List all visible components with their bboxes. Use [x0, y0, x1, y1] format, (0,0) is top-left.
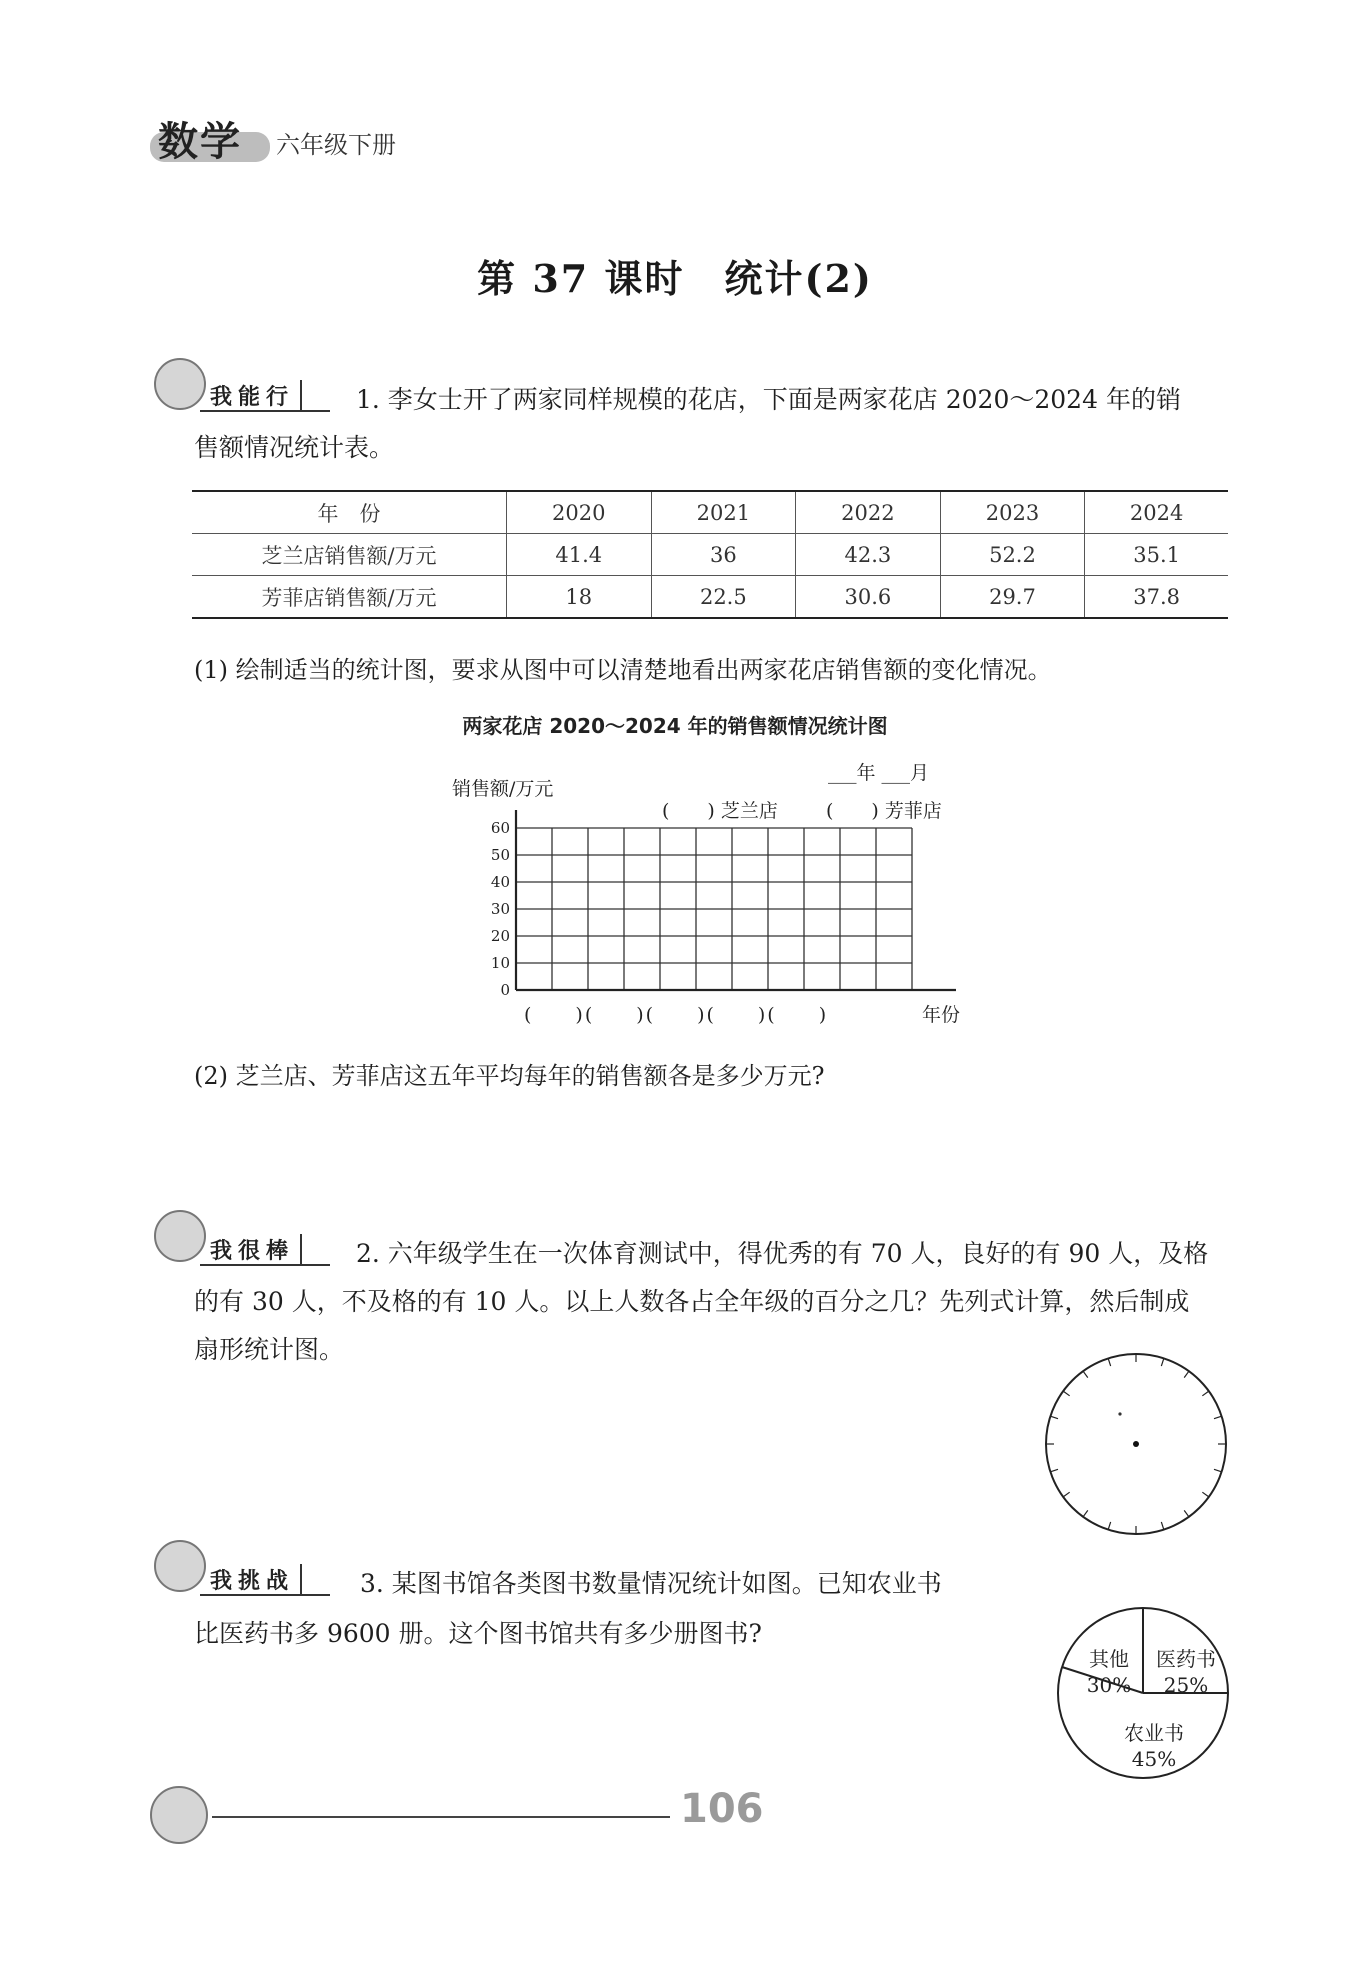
circle-tick — [1050, 1416, 1058, 1418]
grade-label: 六年级下册 — [276, 131, 396, 159]
badge-underline — [200, 410, 330, 412]
circle-tick — [1214, 1416, 1222, 1418]
page-number: 106 — [680, 1786, 764, 1832]
q2-line3: 扇形统计图。 — [194, 1335, 345, 1364]
circle-tick — [1202, 1492, 1208, 1497]
pie-name: 农业书 — [1124, 1721, 1184, 1745]
mascot-icon — [154, 358, 206, 410]
pie-percent: 25% — [1163, 1673, 1209, 1697]
table-cell: 30.6 — [796, 576, 941, 619]
circle-tick — [1161, 1358, 1163, 1366]
table-cell: 18 — [507, 576, 652, 619]
table-cell: 2021 — [651, 491, 796, 534]
table-cell: 2023 — [940, 491, 1085, 534]
y-tick-label: 40 — [490, 873, 510, 891]
circle-tick — [1202, 1391, 1208, 1396]
table-row — [192, 534, 1228, 576]
x-year-blanks: ( )( )( )( )( ) — [524, 1004, 829, 1026]
table-cell: 36 — [651, 534, 796, 576]
circle-tick — [1108, 1522, 1110, 1530]
footer-rule — [212, 1816, 670, 1818]
subject-title: 数学 — [158, 119, 242, 165]
footer-mascot-icon — [150, 1786, 208, 1844]
table-cell: 芳菲店销售额/万元 — [192, 576, 507, 619]
y-tick-label: 20 — [490, 927, 510, 945]
y-tick-label: 10 — [490, 954, 510, 972]
circle-tick — [1063, 1391, 1069, 1396]
table-row — [192, 491, 1228, 534]
chart-grid — [470, 800, 990, 1020]
table-cell: 52.2 — [940, 534, 1085, 576]
circle-tick — [1184, 1371, 1189, 1377]
legend-zhilan: ( ) 芝兰店 — [662, 800, 778, 822]
table-cell: 37.8 — [1085, 576, 1228, 619]
circle-tick — [1083, 1371, 1088, 1377]
sales-table — [192, 490, 1228, 619]
badge-underline — [200, 1264, 330, 1266]
table-row — [192, 576, 1228, 619]
table-cell: 35.1 — [1085, 534, 1228, 576]
mascot-icon — [154, 1540, 206, 1592]
table-cell: 芝兰店销售额/万元 — [192, 534, 507, 576]
table-cell: 29.7 — [940, 576, 1085, 619]
circle-tick — [1108, 1358, 1110, 1366]
badge-underline — [200, 1594, 330, 1596]
chart-title: 两家花店 2020～2024 年的销售额情况统计图 — [462, 714, 888, 738]
lesson-title: 第 37 课时 统计(2) — [477, 256, 873, 301]
circle-tick — [1050, 1469, 1058, 1471]
table-cell: 22.5 — [651, 576, 796, 619]
q2-line1: 2. 六年级学生在一次体育测试中，得优秀的有 70 人，良好的有 90 人，及格 — [356, 1239, 1209, 1268]
pie-label-medical — [1144, 1646, 1228, 1698]
circle-tick — [1214, 1469, 1222, 1471]
q1-line1: 1. 李女士开了两家同样规模的花店，下面是两家花店 2020～2024 年的销 — [356, 385, 1181, 414]
pie-name: 医药书 — [1156, 1647, 1216, 1671]
blank-pie-circle — [1038, 1346, 1234, 1542]
badge-q1: 我能行 — [210, 380, 302, 411]
pie-label-agri — [1112, 1720, 1196, 1772]
y-tick-label: 50 — [490, 846, 510, 864]
pie-percent: 30% — [1086, 1673, 1132, 1697]
table-cell: 42.3 — [796, 534, 941, 576]
q1-part1: (1) 绘制适当的统计图，要求从图中可以清楚地看出两家花店销售额的变化情况。 — [194, 656, 1052, 684]
chart-ylabel: 销售额/万元 — [452, 778, 554, 800]
legend-fangfei: ( ) 芳菲店 — [826, 800, 942, 822]
badge-q2: 我很棒 — [210, 1234, 302, 1265]
circle-tick — [1161, 1522, 1163, 1530]
circle-tick — [1063, 1492, 1069, 1497]
q1-part2: (2) 芝兰店、芳菲店这五年平均每年的销售额各是多少万元? — [194, 1062, 825, 1090]
table-cell: 2024 — [1085, 491, 1228, 534]
table-cell: 2022 — [796, 491, 941, 534]
pie-percent: 45% — [1131, 1747, 1177, 1771]
circle-tick — [1083, 1510, 1088, 1516]
pie-label-other — [1074, 1646, 1144, 1698]
q3-line2: 比医药书多 9600 册。这个图书馆共有多少册图书? — [194, 1619, 762, 1648]
mascot-icon — [154, 1210, 206, 1262]
table-cell: 年 份 — [192, 491, 507, 534]
y-tick-label: 60 — [490, 819, 510, 837]
pie-name: 其他 — [1089, 1647, 1129, 1671]
chart-date-line: ___年 ___月 — [828, 762, 930, 784]
chart-xlabel: 年份 — [922, 1004, 961, 1026]
y-tick-label: 30 — [490, 900, 510, 918]
table-cell: 41.4 — [507, 534, 652, 576]
table-cell: 2020 — [507, 491, 652, 534]
q1-line2: 售额情况统计表。 — [194, 433, 395, 462]
circle-tick — [1184, 1510, 1189, 1516]
q3-line1: 3. 某图书馆各类图书数量情况统计如图。已知农业书 — [360, 1569, 942, 1598]
q2-line2: 的有 30 人，不及格的有 10 人。以上人数各占全年级的百分之几？先列式计算，然后制成 — [194, 1287, 1190, 1316]
badge-q3: 我挑战 — [210, 1564, 302, 1595]
y-tick-label: 0 — [500, 981, 510, 999]
